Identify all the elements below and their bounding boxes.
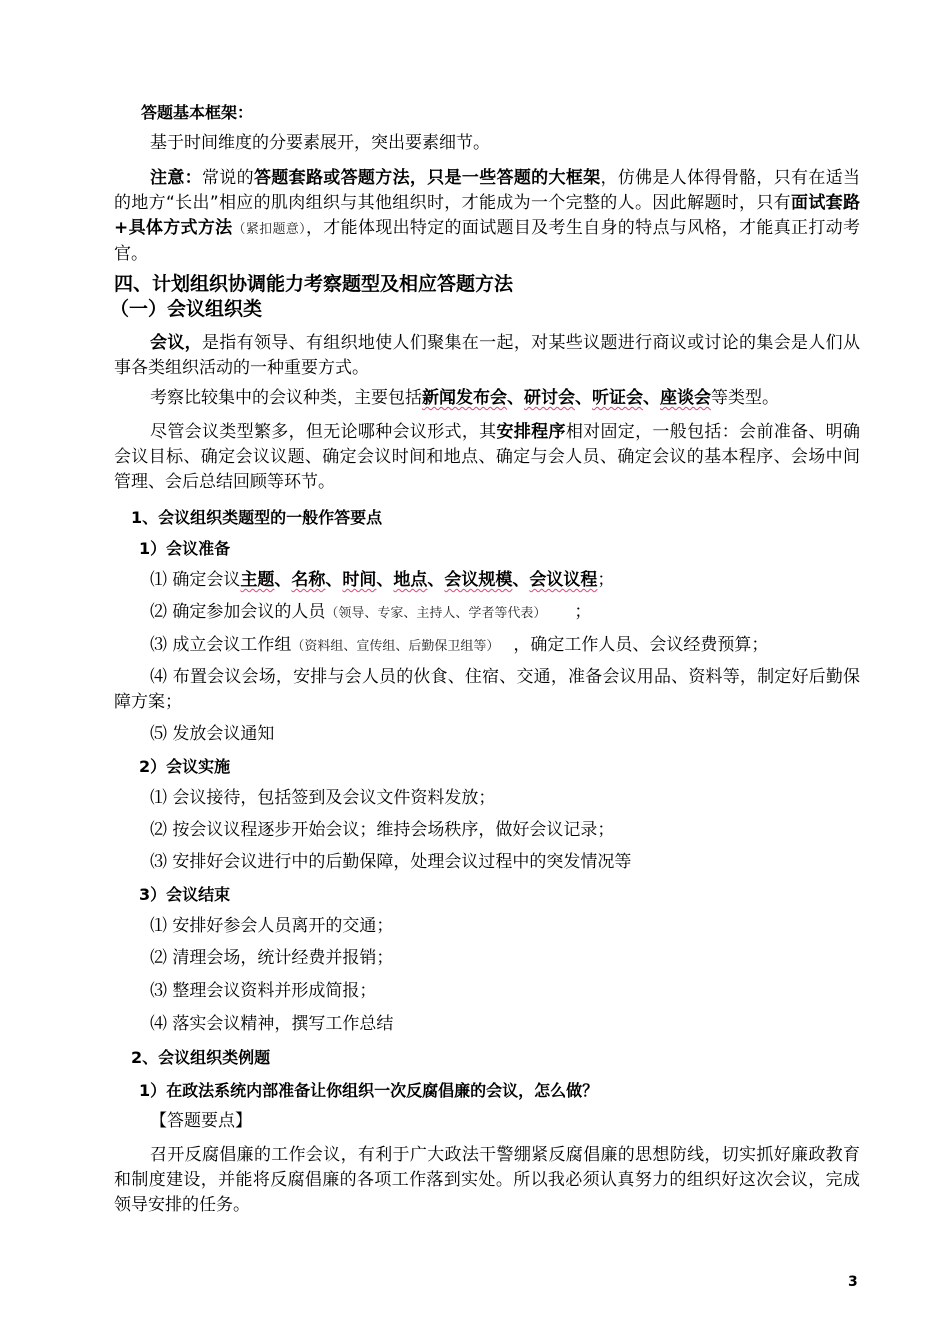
meeting-types-text-1: 考察比较集中的会议种类，主要包括 <box>150 388 422 408</box>
question-1: 1）在政法系统内部准备让你组织一次反腐倡廉的会议，怎么做？ <box>139 1081 599 1100</box>
end-title: 3）会议结束 <box>139 885 231 904</box>
meeting-definition <box>114 331 860 381</box>
impl-item-2 <box>150 818 614 842</box>
page-number: 3 <box>848 1274 858 1290</box>
prep-item-5-text: 发放会议通知 <box>172 724 275 744</box>
section-4-title: 四、计划组织协调能力考察题型及相应答题方法 <box>114 273 514 295</box>
prep-item-1-text: 确定会议 <box>172 570 241 590</box>
sep: 、 <box>575 388 592 408</box>
impl-item-1-text: 会议接待，包括签到及会议文件资料发放； <box>172 788 496 808</box>
sep: 、 <box>274 570 292 590</box>
part-1-title: 1、会议组织类题型的一般作答要点 <box>131 508 383 527</box>
item-number: ⑶ <box>150 635 167 655</box>
end-item-1 <box>150 914 393 938</box>
meeting-type-seminar: 研讨会 <box>524 388 575 408</box>
end-item-2 <box>150 946 393 970</box>
framework-text: 基于时间维度的分要素展开，突出要素细节。 <box>150 133 490 153</box>
sep: 、 <box>507 388 524 408</box>
sep: 、 <box>427 570 445 590</box>
meeting-type-hearing: 听证会 <box>592 388 643 408</box>
prep-title: 1）会议准备 <box>139 539 231 558</box>
answer-key-label: 【答题要点】 <box>150 1111 252 1131</box>
section-4-subtitle: （一）会议组织类 <box>110 298 263 320</box>
meeting-proc-bold: 安排程序 <box>496 422 566 442</box>
kw-theme: 主题 <box>240 570 275 590</box>
meeting-types <box>114 386 860 411</box>
end-item-4-text: 落实会议精神，撰写工作总结 <box>172 1014 394 1034</box>
impl-item-3-text: 安排好会议进行中的后勤保障，处理会议过程中的突发情况等 <box>172 852 632 872</box>
item-number: ⑴ <box>150 788 167 808</box>
item-number: ⑸ <box>150 724 167 744</box>
prep-item-1-end: ； <box>597 570 615 590</box>
note-bold-2: 面试套路+具体方式方法 <box>114 193 860 238</box>
end-item-3 <box>150 979 376 1003</box>
meeting-procedure <box>114 420 860 495</box>
prep-item-1 <box>150 568 614 592</box>
end-item-3-text: 整理会议资料并形成简报； <box>172 981 377 1001</box>
item-number: ⑷ <box>150 1014 167 1034</box>
sep: 、 <box>643 388 660 408</box>
note-bold-1: 答题套路或答题方法，只是一些答题的大框架 <box>253 168 601 188</box>
note-text-1: 常说的 <box>201 168 254 188</box>
prep-item-4-text: 布置会议会场，安排与会人员的伙食、住宿、交通，准备会议用品、资料等，制定好后勤保障方案； <box>114 667 861 712</box>
item-number: ⑴ <box>150 916 167 936</box>
impl-item-3 <box>150 850 631 874</box>
kw-scale: 会议规模 <box>444 570 513 590</box>
end-item-4 <box>150 1012 393 1036</box>
impl-title: 2）会议实施 <box>139 757 231 776</box>
prep-item-2-end: ； <box>574 602 592 622</box>
meeting-def-bold: 会议， <box>150 333 202 353</box>
kw-place: 地点 <box>393 570 428 590</box>
prep-item-2-text: 确定参加会议的人员 <box>172 602 326 622</box>
item-number: ⑶ <box>150 852 167 872</box>
meeting-type-press: 新闻发布会 <box>422 388 507 408</box>
kw-name: 名称 <box>291 570 326 590</box>
impl-item-2-text: 按会议议程逐步开始会议；维持会场秩序，做好会议记录； <box>172 820 615 840</box>
prep-item-2 <box>150 600 591 626</box>
prep-item-3-end: ，确定工作人员、会议经费预算； <box>513 635 769 655</box>
end-item-2-text: 清理会场，统计经费并报销； <box>172 948 394 968</box>
item-number: ⑴ <box>150 570 167 590</box>
sep: 、 <box>512 570 530 590</box>
impl-item-1 <box>150 786 495 810</box>
note-label: 注意： <box>150 168 202 188</box>
note-small: （紧扣题意） <box>232 222 306 237</box>
sep: 、 <box>376 570 394 590</box>
answer-text: 召开反腐倡廉的工作会议，有利于广大政法干警绷紧反腐倡廉的思想防线，切实抓好廉政教育和制度建设，并能将反腐倡廉的各项工作落到实处。所以我必须认真努力的组织好这次会议，完成领导安排的任务。 <box>114 1145 860 1215</box>
note-text-2: ，仿佛是人体得骨骼，只有在适当的地方“长出”相应的肌肉组织与其他组织时，才能成为一个完整的人。因此解题时，只有 <box>114 168 861 213</box>
prep-item-5 <box>150 722 274 746</box>
end-item-1-text: 安排好参会人员离开的交通； <box>172 916 394 936</box>
item-number: ⑷ <box>150 667 168 687</box>
meeting-def-text: 是指有领导、有组织地使人们聚集在一起，对某些议题进行商议或讨论的集会是人们从事各类组织活动的一种重要方式。 <box>114 333 861 378</box>
meeting-types-text-2: 等类型。 <box>711 388 779 408</box>
meeting-type-symposium: 座谈会 <box>660 388 711 408</box>
item-number: ⑵ <box>150 820 167 840</box>
item-number: ⑶ <box>150 981 167 1001</box>
prep-item-3-text: 成立会议工作组 <box>172 635 292 655</box>
sep: 、 <box>325 570 343 590</box>
framework-heading: 答题基本框架： <box>141 103 254 122</box>
note-text-3: ，才能体现出特定的面试题目及考生自身的特点与风格，才能真正打动考官。 <box>114 218 860 264</box>
item-number: ⑵ <box>150 948 167 968</box>
prep-item-4 <box>114 665 860 715</box>
meeting-proc-text-2: 相对固定，一般包括：会前准备、明确会议目标、确定会议议题、确定会议时间和地点、确定与会人员、确定会议的基本程序、会场中间管理、会后总结回顾等环节。 <box>114 422 861 492</box>
meeting-proc-text-1: 尽管会议类型繁多，但无论哪种会议形式，其 <box>150 422 497 442</box>
prep-item-3-small: （资料组、宣传组、后勤保卫组等） <box>291 639 500 654</box>
item-number: ⑵ <box>150 602 167 622</box>
prep-item-3 <box>150 633 768 659</box>
part-2-title: 2、会议组织类例题 <box>131 1048 271 1067</box>
kw-time: 时间 <box>342 570 377 590</box>
note-paragraph <box>114 166 860 267</box>
prep-item-2-small: （领导、专家、主持人、学者等代表） <box>325 606 547 621</box>
kw-agenda: 会议议程 <box>529 570 598 590</box>
